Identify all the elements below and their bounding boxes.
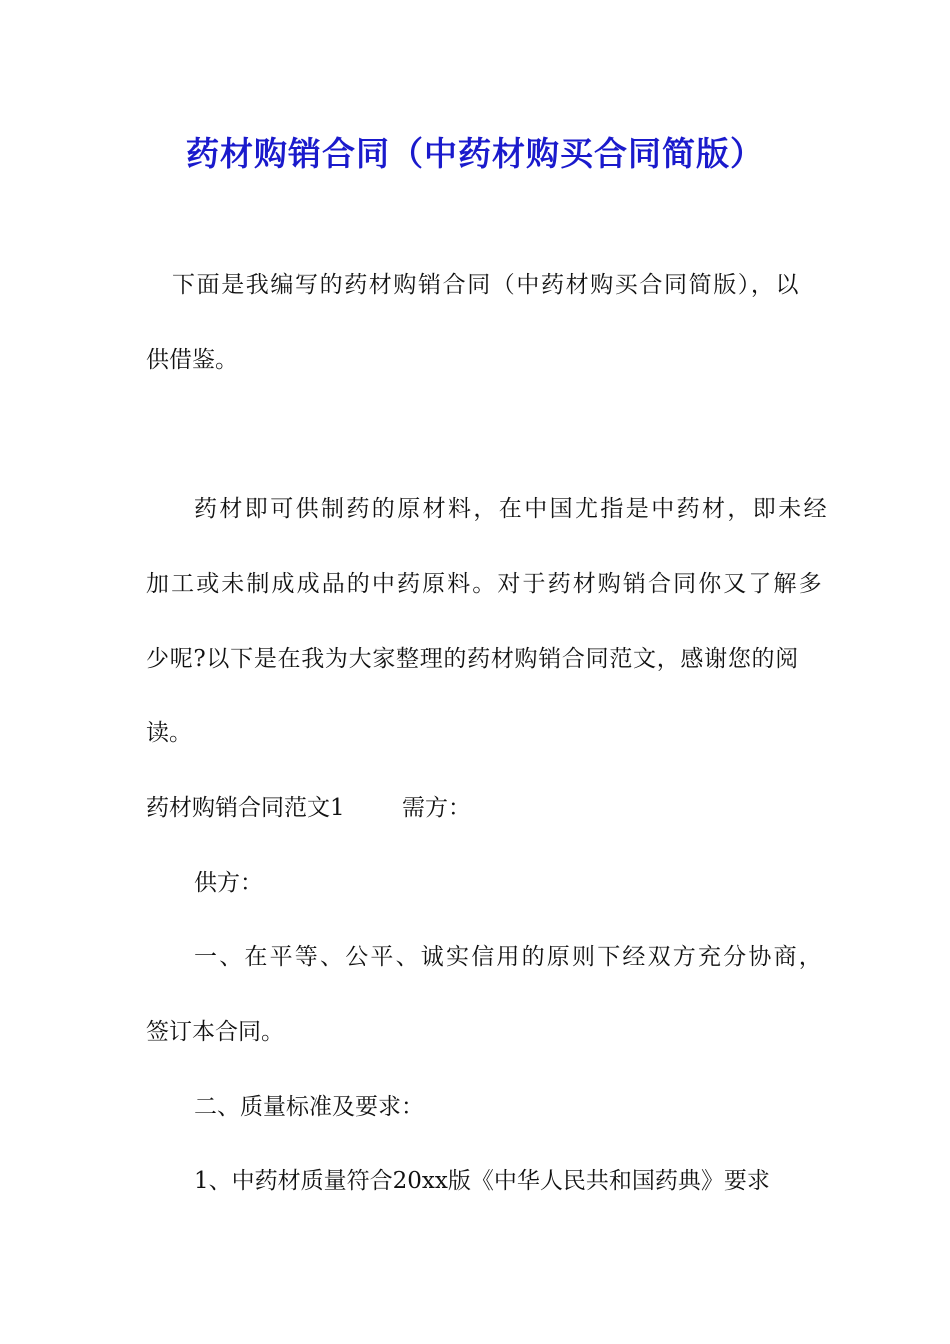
sample-heading: 药材购销合同范文1 xyxy=(146,795,345,821)
paragraph1-line-3: 少呢?以下是在我为大家整理的药材购销合同范文，感谢您的阅 xyxy=(146,646,799,672)
clause2-item-1: 1、中药材质量符合20xx版《中华人民共和国药典》要求 xyxy=(194,1168,770,1194)
paragraph1-line-2: 加工或未制成成品的中药原料。对于药材购销合同你又了解多 xyxy=(146,571,824,597)
clause1-line-2: 签订本合同。 xyxy=(146,1019,284,1045)
paragraph1-line-4: 读。 xyxy=(146,720,192,746)
document-title: 药材购销合同（中药材购买合同简版） xyxy=(186,134,764,173)
clause1-line-1: 一、在平等、公平、诚实信用的原则下经双方充分协商， xyxy=(194,944,824,970)
intro-line-2: 供借鉴。 xyxy=(146,347,238,373)
paragraph1-line-1: 药材即可供制药的原材料，在中国尤指是中药材，即未经 xyxy=(194,496,829,522)
intro-line-1: 下面是我编写的药材购销合同（中药材购买合同简版），以 xyxy=(172,272,801,298)
clause2-heading: 二、质量标准及要求： xyxy=(194,1094,424,1120)
supplier-label: 供方： xyxy=(194,870,263,896)
buyer-label: 需方： xyxy=(402,795,471,821)
